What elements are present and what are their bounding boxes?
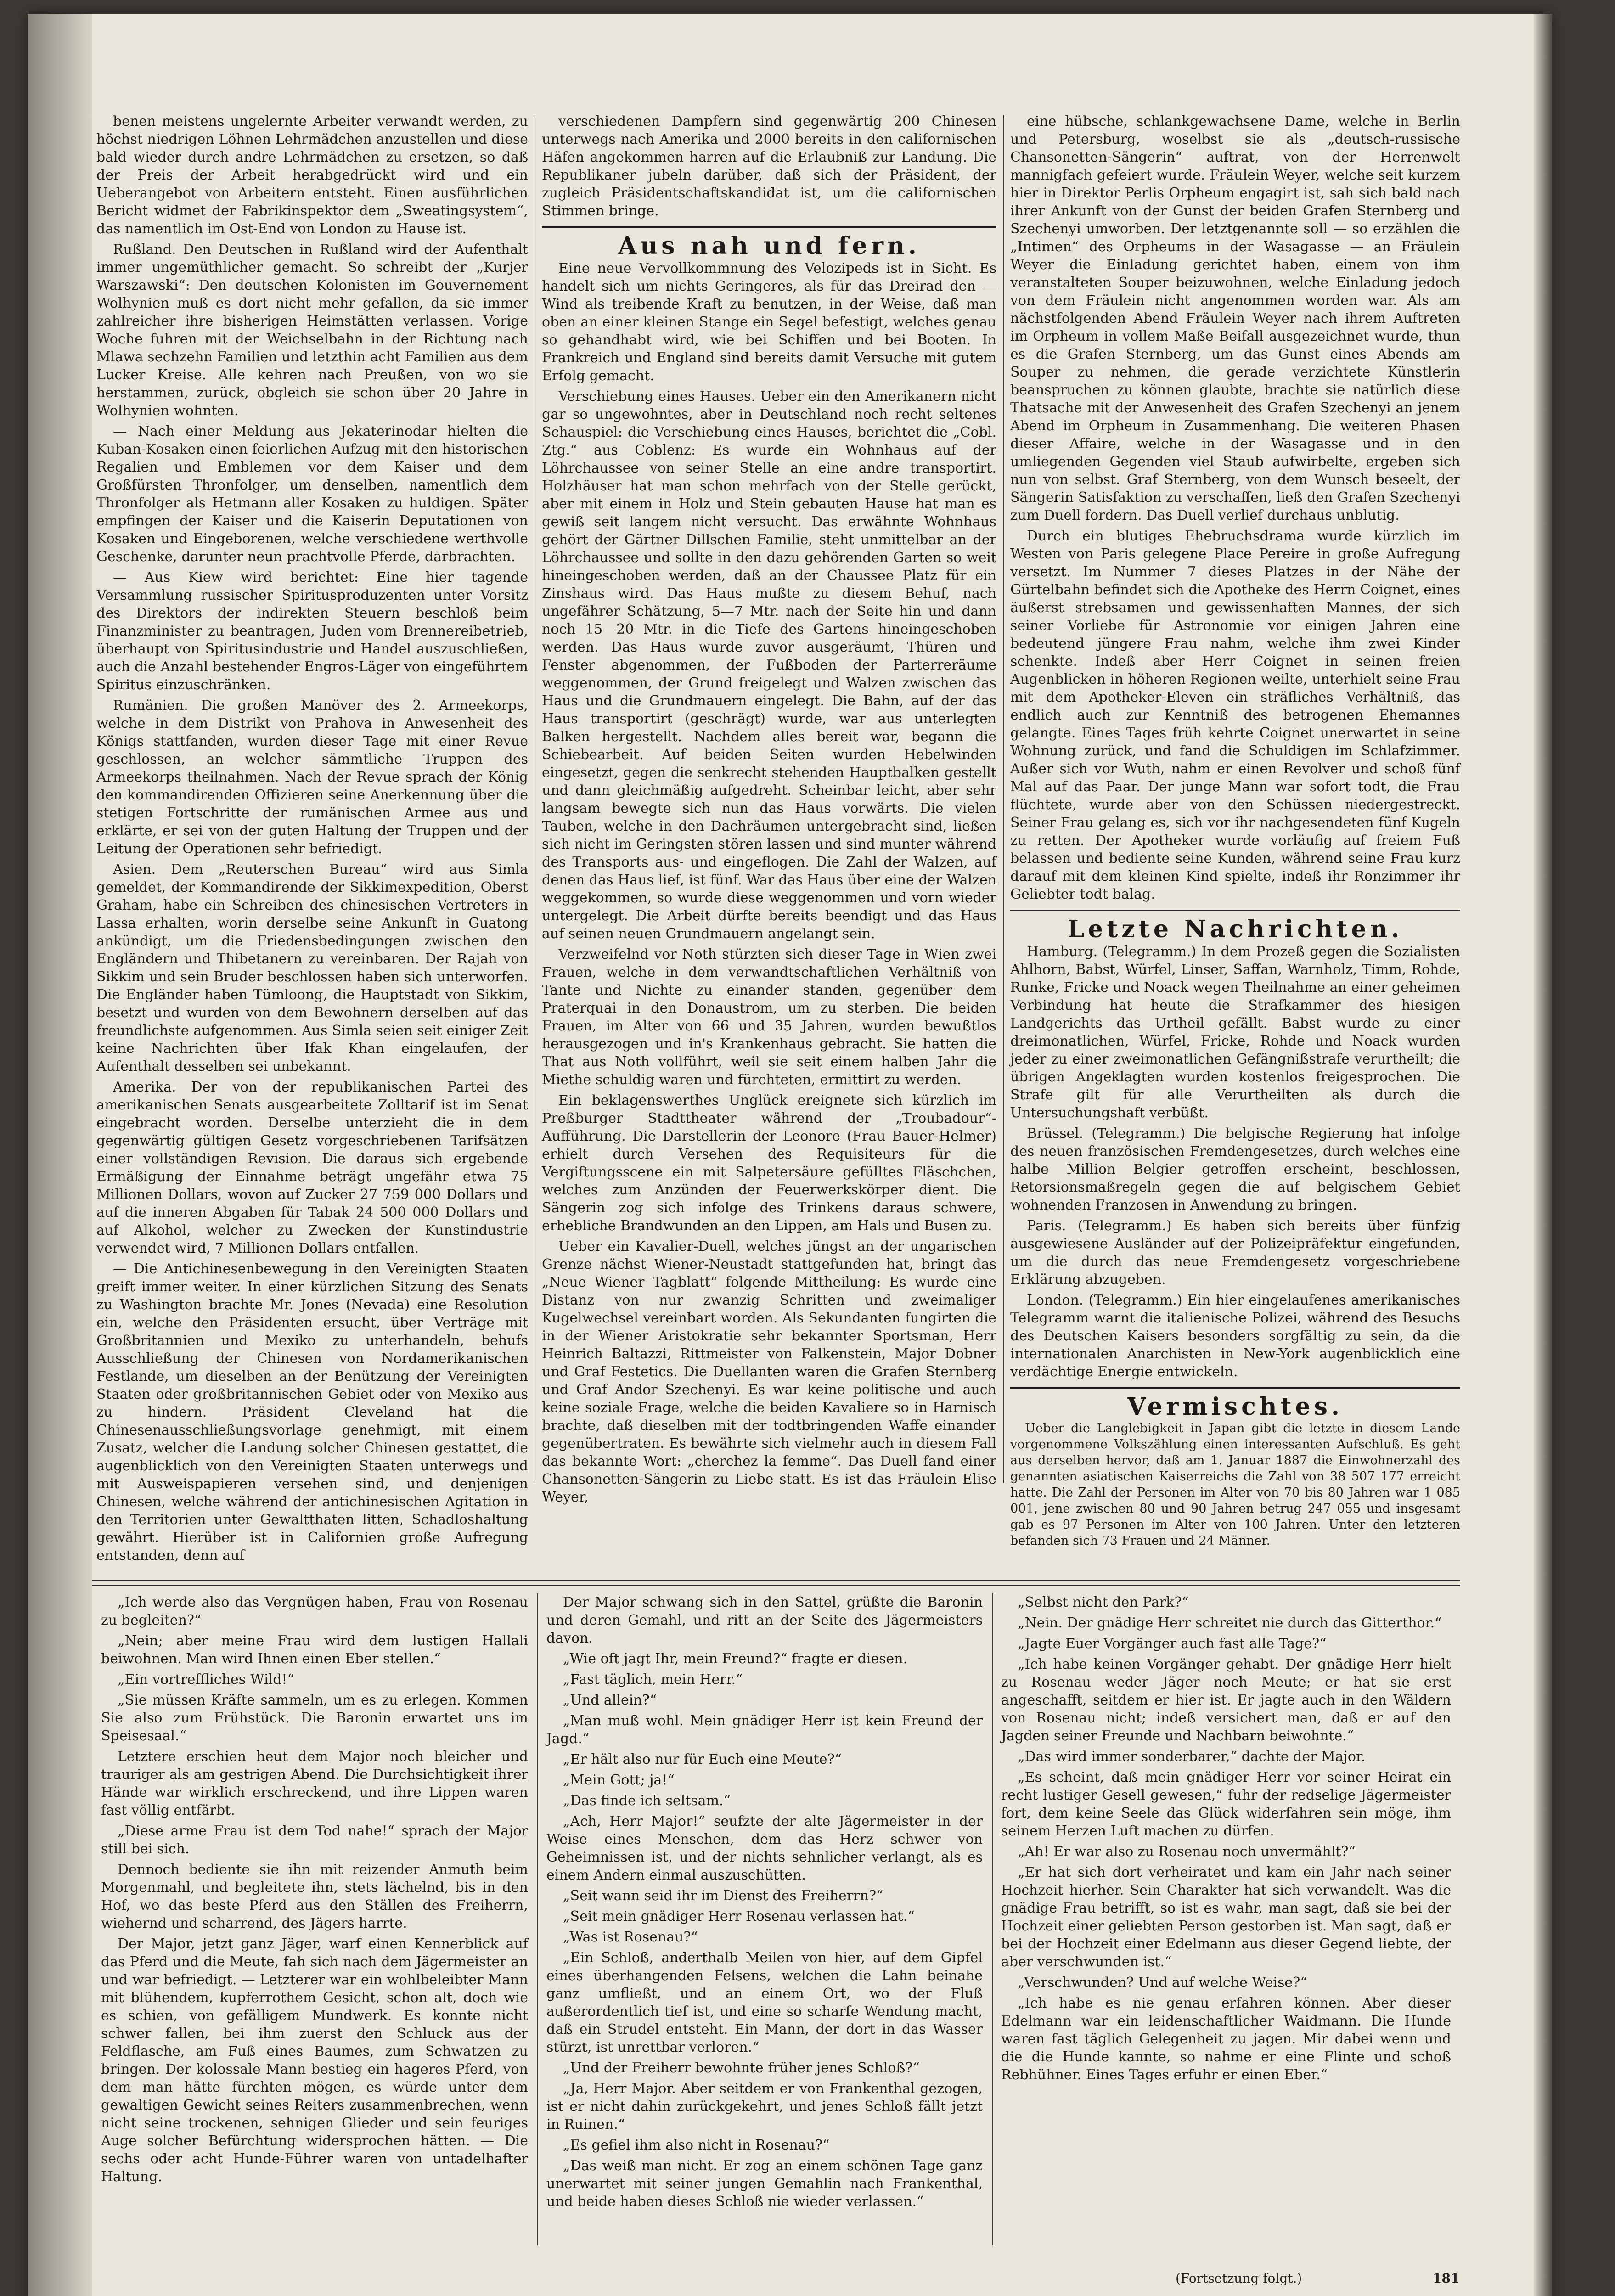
story-paragraph: „Man muß wohl. Mein gnädiger Herr ist kein Freund der Jagd.“ xyxy=(546,1713,983,1747)
column-divider xyxy=(1003,115,1004,1483)
story-paragraph: Dennoch bediente sie ihn mit reizender Anmuth beim Morgenmahl, und begleitete ihn, stets lächelnd, bis in den Hof, wo das beste Pferd aus den Ställen des Freiherrn, wiehernd und scharrend, des Jägers harrte. xyxy=(101,1862,528,1931)
story-paragraph: „Und der Freiherr bewohnte früher jenes Schloß?“ xyxy=(563,2060,920,2076)
article-paragraph: Ueber die Langlebigkeit in Japan gibt die letzte in diesem Lande vorgenommene Volkszählung einen interessanten Aufschluß. Es geht aus derselben hervor, daß am 1. Januar 1887 die Einwohnerzahl des genannten asiatischen Kaiserreichs die Zahl von 38 507 177 erreicht hatte. Die Zahl der Personen im Alter von 70 bis 80 Jahren war 1 085 001, jene zwischen 80 und 90 Jahren betrug 247 055 und insgesamt gab es 97 Personen im Alter von 100 Jahren. Unter den letzteren befanden sich 73 Frauen und 24 Männer. xyxy=(1010,1421,1460,1548)
article-paragraph: Eine neue Vervollkommnung des Velozipeds ist in Sicht. Es handelt sich um nichts Geringeres, als für das Dreirad den — Wind als treibende Kraft zu benutzen, in der Weise, daß man oben an einer kleinen Stange ein Segel befestigt, welches genau so gehandhabt wird, wie bei Schiffen und bei Booten. In Frankreich und England sind bereits damit Versuche mit gutem Erfolg gemacht. xyxy=(542,260,996,384)
article-paragraph: Verschiebung eines Hauses. Ueber ein den Amerikanern nicht gar so ungewohntes, aber in Deutschland noch recht seltenes Schauspiel: die Verschiebung eines Hauses, berichtet die „Cobl. Ztg.“ aus Coblenz: Es wurde ein Wohnhaus auf der Löhrchaussee von seiner Stelle an eine andre transportirt. Holzhäuser hat man schon mehrfach von der Stelle gerückt, aber mit einem in Holz und Stein gebauten Hause hat man es gewiß seit langem nicht versucht. Das erwähnte Wohnhaus gehört der Gärtner Dillschen Familie, steht unmittelbar an der Löhrchaussee und sollte in den dazu gehörenden Garten so weit hineingeschoben werden, daß an der Chaussee Platz für ein Zinshaus wird. Das Haus mußte zu diesem Behuf, nach ungefährer Schätzung, 5—7 Mtr. nach der Seite hin und dann noch 15—20 Mtr. in die Tiefe des Gartens hineingeschoben werden. Das Haus wurde zuvor ausgeräumt, Thüren und Fenster abgenommen, der Fußboden der Parterreräume weggenommen, der Grund freigelegt und Walzen zwischen das Haus und die Grundmauern eingelegt. Die Bahn, auf der das Haus transportirt (geschrägt) wurde, war aus unterlegten Balken hergestellt. Nachdem alles bereit war, begann die Schiebearbeit. Auf beiden Seiten wurden Hebelwinden eingesetzt, gegen die senkrecht stehenden Hauptbalken gestellt und dann gleichmäßig aufgedreht. Scheinbar leicht, aber sehr langsam bewegte sich nun das Haus vorwärts. Die vielen Tauben, welche in den Dachräumen untergebracht sind, ließen sich nicht im Geringsten stören lassen und sind munter während des Transports aus- und eingeflogen. Die Zahl der Walzen, auf denen das Haus lief, ist fünf. War das Haus über eine der Walzen weggekommen, so wurde diese weggenommen und vorn wieder untergelegt. Die Arbeit dürfte bereits beendigt und das Haus auf seinen neuen Grundmauern angelangt sein. xyxy=(542,388,996,942)
story-paragraph: „Ich werde also das Vergnügen haben, Frau von Rosenau zu begleiten?“ xyxy=(101,1594,528,1628)
article-paragraph: Ueber ein Kavalier-Duell, welches jüngst an der ungarischen Grenze nächst Wiener-Neustadt stattgefunden hat, bringt das „Neue Wiener Tagblatt“ folgende Mittheilung: Es wurde eine Distanz von nur zwanzig Schritten und zweimaliger Kugelwechsel vereinbart worden. Als Sekundanten fungirten die in der Wiener Aristokratie sehr bekannter Sportsman, Herr Heinrich Baltazzi, Rittmeister von Falkenstein, Major Dobner und Graf Festetics. Die Duellanten waren die Grafen Sternberg und Graf Andor Szechenyi. Es war keine politische und auch keine soziale Frage, welche die beiden Kavaliere so in Harnisch brachte, daß dieselben mit der todtbringenden Waffe einander gegenübertraten. Es bewährte sich vielmehr auch in diesem Fall das bekannte Wort: „cherchez la femme“. Das Duell fand einer Chansonetten-Sängerin zu Liebe statt. Es ist das Fräulein Elise Weyer, xyxy=(542,1238,996,1505)
story-paragraph: „Das wird immer sonderbarer,“ dachte der Major. xyxy=(1018,1749,1366,1765)
news-item: London. (Telegramm.) Ein hier eingelaufenes amerikanisches Telegramm warnt die italienische Polizei, während des Besuchs des Deutschen Kaisers besonders sorgfältig zu sein, da die internationalen Anarchisten in New-York augenblicklich eine verdächtige Energie entwickeln. xyxy=(1010,1292,1460,1380)
story-paragraph: „Verschwunden? Und auf welche Weise?“ xyxy=(1018,1975,1307,1991)
section-rule xyxy=(1010,910,1460,911)
page-edge-shadow xyxy=(1534,14,1552,2296)
story-paragraph: „Ein vortreffliches Wild!“ xyxy=(118,1671,294,1688)
story-paragraph: „Mein Gott; ja!“ xyxy=(563,1772,675,1788)
story-paragraph: „Das finde ich seltsam.“ xyxy=(563,1793,731,1809)
section-rule xyxy=(1010,1387,1460,1389)
section-heading-vermischtes: Vermischtes. xyxy=(1127,1393,1344,1421)
story-paragraph: „Diese arme Frau ist dem Tod nahe!“ sprach der Major still bei sich. xyxy=(101,1823,528,1857)
story-paragraph: „Selbst nicht den Park?“ xyxy=(1018,1594,1189,1610)
story-paragraph: Der Major, jetzt ganz Jäger, warf einen Kennerblick auf das Pferd und die Meute, fah sich nach dem Jägermeister an und war befriedigt. — Letzterer war ein wohlbeleibter Mann mit blühendem, kupferrothem Gesicht, schon alt, doch wie es schien, von gefälligem Mundwerk. Es konnte nicht schwer fallen, bei ihm zuerst den Schluck aus der Feldflasche, am Fuß eines Baumes, zum Schwatzen zu bringen. Der kolossale Mann bestieg ein hageres Pferd, von dem man hätte fürchten mögen, es würde unter dem gewaltigen Gewicht seines Reiters zusammenbrechen, wenn nicht seine trockenen, sehnigen Glieder und sein feuriges Auge solcher Befürchtung widersprochen hätten. — Die sechs oder acht Hunde-Führer waren von untadelhafter Haltung. xyxy=(101,1936,528,2185)
story-paragraph: „Fast täglich, mein Herr.“ xyxy=(563,1671,743,1688)
story-paragraph: „Er hält also nur für Euch eine Meute?“ xyxy=(563,1751,842,1767)
story-paragraph: „Es scheint, daß mein gnädiger Herr vor seiner Heirat ein recht lustiger Gesell gewesen,“ fuhr der redselige Jägermeister fort, dem keine Seele das Glück widerfahren sein möge, ihm seinem Herzen Luft machen zu dürfen. xyxy=(1001,1769,1451,1839)
article-paragraph: Verzweifelnd vor Noth stürzten sich dieser Tage in Wien zwei Frauen, welche in dem verwandtschaftlichen Verhältniß von Tante und Nichte zu einander standen, gegenüber dem Praterquai in den Donaustrom, um zu sterben. Die beiden Frauen, im Alter von 66 und 35 Jahren, wurden bewußtlos herausgezogen und in's Krankenhaus gebracht. Sie hatten die That aus Noth vollführt, weil sie seit einem halben Jahr die Miethe schuldig waren und fürchteten, ermittirt zu werden. xyxy=(542,946,996,1088)
story-paragraph: „Seit mein gnädiger Herr Rosenau verlassen hat.“ xyxy=(563,1908,915,1925)
story-paragraph: „Und allein?“ xyxy=(563,1692,657,1708)
story-paragraph: „Ach, Herr Major!“ seufzte der alte Jägermeister in der Weise eines Menschen, dem das Herz schwer von Geheimnissen ist, und der nichts sehnlicher verlangt, als es einem Andern einmal auszuschütten. xyxy=(546,1813,983,1883)
story-paragraph: „Er hat sich dort verheiratet und kam ein Jahr nach seiner Hochzeit hierher. Sein Charakter hat sich verwandelt. Was die gnädige Frau betrifft, so ist es wahr, man sagt, daß sie bei der Hochzeit einer geliebten Person gestorben ist. Man sagt, daß er bei der Hochzeit einer Edelmann aus dieser Gegend liebte, der aber verschwunden ist.“ xyxy=(1001,1864,1451,1970)
article-paragraph: Rumänien. Die großen Manöver des 2. Armeekorps, welche in dem Distrikt von Prahova in Anwesenheit des Königs stattfanden, wurden dieser Tage mit einer Revue geschlossen, an welcher sämmtliche Truppen des Armeekorps theilnahmen. Nach der Revue sprach der König den kommandirenden Offizieren seine Anerkennung über die stetigen Fortschritte der rumänischen Armee aus und erklärte, er sei von der guten Haltung der Truppen und der Leitung der Operationen sehr befriedigt. xyxy=(96,698,528,857)
story-paragraph: „Das weiß man nicht. Er zog an einem schönen Tage ganz unerwartet mit seiner jungen Gemahlin nach Frankenthal, und beide haben dieses Schloß nie wieder verlassen.“ xyxy=(546,2158,983,2210)
story-paragraph: „Jagte Euer Vorgänger auch fast alle Tage?“ xyxy=(1018,1636,1327,1652)
article-paragraph: Amerika. Der von der republikanischen Partei des amerikanischen Senats ausgearbeitete Zolltarif ist im Senat eingebracht worden. Derselbe unterzieht die in dem gegenwärtig gültigen Gesetz vorgeschriebenen Tarifsätzen einer vollständigen Revision. Die daraus sich ergebende Ermäßigung der Einnahme beträgt ungefähr etwa 75 Millionen Dollars, wovon auf Zucker 27 759 000 Dollars und auf die inneren Abgaben für Tabak 24 500 000 Dollars und auf Alkohol, welcher zu Zwecken der Kunstindustrie verwendet wird, 7 Millionen Dollars entfallen. xyxy=(96,1079,528,1256)
article-paragraph: — Nach einer Meldung aus Jekaterinodar hielten die Kuban-Kosaken einen feierlichen Aufzug mit den historischen Regalien und Emblemen vor dem Kaiser und dem Großfürsten Thronfolger, um denselben, namentlich dem Thronfolger als Hetmann aller Kosaken zu huldigen. Später empfingen der Kaiser und die Kaiserin Deputationen von Kosaken und Eingeborenen, welche verschiedene werthvolle Geschenke, darunter neun prachtvolle Pferde, darbrachten. xyxy=(96,423,528,565)
article-paragraph: benen meistens ungelernte Arbeiter verwandt werden, zu höchst niedrigen Löhnen Lehrmädchen anzustellen und diese bald wieder durch andre Lehrmädchen zu ersetzen, so daß der Preis der Arbeit herabgedrückt wird und ein Ueberangebot von Arbeitern entsteht. Einen ausführlichen Bericht widmet der Fabrikinspektor dem „Sweatingsystem“, das namentlich im Ost-End von London zu Hause ist. xyxy=(96,113,528,237)
story-paragraph: „Ich habe keinen Vorgänger gehabt. Der gnädige Herr hielt zu Rosenau weder Jäger noch Meute; er hat sie erst angeschafft, seitdem er hier ist. Er jagte auch in den Wäldern von Rosenau nicht; indeß versichert man, daß er auf den Jagden seiner Freunde und Nachbarn beiwohnte.“ xyxy=(1001,1656,1451,1744)
news-item: Hamburg. (Telegramm.) In dem Prozeß gegen die Sozialisten Ahlhorn, Babst, Würfel, Linser, Saffan, Warnholz, Timm, Rohde, Runke, Fricke und Noack wegen Theilnahme an einer geheimen Verbindung hat heute die Strafkammer des hiesigen Landgerichts das Urtheil gefällt. Babst wurde zu einer dreimonatlichen, Würfel, Fricke, Rohde und Noack wurden jeder zu einer zweimonatlichen Gefängnißstrafe verurtheilt; die übrigen Angeklagten wurden kostenlos freigesprochen. Die Strafe gilt für alle Verurtheilten als durch die Untersuchungshaft verbüßt. xyxy=(1010,944,1460,1121)
upper-column-1 xyxy=(96,113,528,1564)
story-paragraph: „Seit wann seid ihr im Dienst des Freiherrn?“ xyxy=(563,1888,883,1904)
article-paragraph: — Die Antichinesenbewegung in den Vereinigten Staaten greift immer weiter. In einer kürzlichen Sitzung des Senats zu Washington brachte Mr. Jones (Nevada) eine Resolution ein, welche den Präsidenten ersucht, über Verträge mit Großbritannien und Mexiko zu unterhandeln, behufs Ausschließung der Chinesen von Nordamerikanischen Festlande, um dieselben an der Benützung der Vereinigten Staaten oder großbritannischen Gebiet oder von Mexiko aus zu hindern. Präsident Cleveland hat die Chinesenausschließungsvorlage genehmigt, mit einem Zusatz, welcher die Landung solcher Chinesen gestattet, die augenblicklich von den Vereinigten Staaten unterwegs und mit Ausweispapieren versehen sind, und denjenigen Chinesen, welche während der antichinesischen Agitation in den Territorien unter Gewaltthaten litten, Schadloshaltung gewährt. Hierüber ist in Californien große Aufregung entstanden, denn auf xyxy=(96,1261,528,1564)
story-paragraph: „Ich habe es nie genau erfahren können. Aber dieser Edelmann war ein leidenschaftlicher Waidmann. Die Hunde waren fast täglich Gelegenheit zu jagen. Mir dabei wenn und die die Hunde kannte, so nahme er eine Flinte und schoß Rebhühner. Eines Tages erfuhr er einen Eber.“ xyxy=(1001,1995,1451,2083)
article-paragraph: eine hübsche, schlankgewachsene Dame, welche in Berlin und Petersburg, woselbst sie als „deutsch-russische Chansonetten-Sängerin“ auftrat, von der Herrenwelt mannigfach gefeiert wurde. Fräulein Weyer, welche seit kurzem hier in Direktor Perlis Orpheum engagirt ist, sah sich bald nach ihrer Ankunft von der Gunst der beiden Grafen Sternberg und Szechenyi umworben. Der letztgenannte soll — so erzählen die „Intimen“ des Orpheums in der Wasagasse — an Fräulein Weyer die Einladung gerichtet haben, einem von ihm veranstalteten Souper beizuwohnen, welche Einladung jedoch von dem Fräulein nicht angenommen worden war. Als am nächstfolgenden Abend Fräulein Weyer nach ihrem Auftreten im Orpheum in vollem Maße Beifall ausgezeichnet wurde, thun es die Grafen Sternberg, um das Gunst eines Abends am Souper zu nehmen, die gerade verzichtete Künstlerin beanspruchen zu können glaubte, brachte sie natürlich diese Thatsache mit der Anwesenheit des Grafen Szechenyi an jenem Abend im Orpheum in Zusammenhang. Die weiteren Phasen dieser Affaire, welche in der Wasagasse und in den umliegenden Gegenden viel Staub aufwirbelte, ergeben sich nun von selbst. Graf Sternberg, von dem Wunsch beseelt, der Sängerin Satisfaktion zu verschaffen, ließ den Grafen Szechenyi zum Duell fordern. Das Duell verlief durchaus unblutig. xyxy=(1010,113,1460,523)
story-paragraph: „Ja, Herr Major. Aber seitdem er von Frankenthal gezogen, ist er nicht dahin zurückgekehrt, und jenes Schloß fällt jetzt in Ruinen.“ xyxy=(546,2081,983,2133)
article-paragraph: — Aus Kiew wird berichtet: Eine hier tagende Versammlung russischer Spiritusproduzenten unter Vorsitz des Direktors der indirekten Steuern beschloß beim Finanzminister zu beantragen, Juden vom Brennereibetrieb, überhaupt von Spiritusindustrie und Handel auszuschließen, auch die Anzahl bestehender Engros-Läger von eingeführtem Spiritus einzuschränken. xyxy=(96,569,528,693)
column-divider xyxy=(992,1593,993,2245)
section-heading-letzte-nachrichten: Letzte Nachrichten. xyxy=(1067,915,1403,943)
story-paragraph: „Es gefiel ihm also nicht in Rosenau?“ xyxy=(563,2137,830,2153)
story-paragraph: „Was ist Rosenau?“ xyxy=(563,1929,698,1945)
continuation-note: (Fortsetzung folgt.) xyxy=(1176,2271,1302,2286)
story-paragraph: „Wie oft jagt Ihr, mein Freund?“ fragte er diesen. xyxy=(563,1651,908,1667)
news-item: Paris. (Telegramm.) Es haben sich bereits über fünfzig ausgewiesene Ausländer auf der Polizeipräfektur eingefunden, um die durch das neue Fremdengesetz vorgeschriebene Erklärung abzugeben. xyxy=(1010,1218,1460,1288)
story-paragraph: Letztere erschien heut dem Major noch bleicher und trauriger als am gestrigen Abend. Die Durchsichtigkeit ihrer Hände war wirklich erschreckend, und ihre Lippen waren fast völlig entfärbt. xyxy=(101,1749,528,1818)
story-paragraph: „Ah! Er war also zu Rosenau noch unvermählt?“ xyxy=(1018,1844,1356,1860)
lower-column-3 xyxy=(1001,1593,1451,2268)
upper-column-3 xyxy=(1010,113,1460,1548)
upper-column-2 xyxy=(542,113,996,1505)
section-heading-aus-nah-und-fern: Aus nah und fern. xyxy=(618,232,920,260)
article-paragraph: Rußland. Den Deutschen in Rußland wird der Aufenthalt immer ungemüthlicher gemacht. So schreibt der „Kurjer Warszawski“: Den deutschen Kolonisten im Gouvernement Wolhynien muß es dort nicht mehr gefallen, da sie immer zahlreicher ihre bisherigen Heimstätten verlassen. Vorige Woche fuhren mit der Weichselbahn in der Richtung nach Mlawa sechzehn Familien und letzthin acht Familien aus dem Lucker Kreise. Alle kehren nach Preußen, von wo sie herstammen, zurück, obgleich sie schon über 20 Jahre in Wolhynien wohnten. xyxy=(96,242,528,419)
news-item: Brüssel. (Telegramm.) Die belgische Regierung hat infolge des neuen französischen Fremdengesetzes, durch welches eine halbe Million Belgier getroffen erscheint, beschlossen, Retorsionsmaßregeln gegen die auf belgischem Gebiet wohnenden Franzosen in Anwendung zu bringen. xyxy=(1010,1125,1460,1213)
story-paragraph: „Nein. Der gnädige Herr schreitet nie durch das Gitterthor.“ xyxy=(1018,1615,1442,1631)
article-paragraph: verschiedenen Dampfern sind gegenwärtig 200 Chinesen unterwegs nach Amerika und 2000 bereits in den californischen Häfen angekommen harren auf die Erlaubniß zur Landung. Die Republikaner jubeln darüber, daß sich der Präsident, der zugleich Präsidentschaftskandidat ist, um die californischen Stimmen bringe. xyxy=(542,113,996,219)
lower-column-1 xyxy=(101,1593,528,2268)
lower-column-2 xyxy=(546,1593,983,2268)
article-paragraph: Asien. Dem „Reuterschen Bureau“ wird aus Simla gemeldet, der Kommandirende der Sikkimexpedition, Oberst Graham, habe ein Schreiben des chinesischen Vertreters in Lassa erhalten, worin derselbe seine Ankunft in Guatong ankündigt, um die Friedensbedingungen zwischen den Engländern und Thibetanern zu vereinbaren. Der Rajah von Sikkim und sein Bruder beschlossen haben sich unterworfen. Die Engländer haben Tümloong, die Hauptstadt von Sikkim, besetzt und wurden von dem Bewohnern derselben auf das freundlichste aufgenommen. Aus Simla seien seit einiger Zeit keine Nachrichten über Ifak Khan eingelaufen, der Aufenthalt desselben sei unbekannt. xyxy=(96,861,528,1075)
story-paragraph: „Nein; aber meine Frau wird dem lustigen Hallali beiwohnen. Man wird Ihnen einen Eber stellen.“ xyxy=(101,1633,528,1667)
story-paragraph: „Sie müssen Kräfte sammeln, um es zu erlegen. Kommen Sie also zum Frühstück. Die Baronin erwartet uns im Speisesaal.“ xyxy=(101,1692,528,1744)
page-number: 181 xyxy=(1433,2271,1460,2286)
section-rule xyxy=(542,226,996,228)
binding-gutter xyxy=(28,14,92,2296)
article-paragraph: Durch ein blutiges Ehebruchsdrama wurde kürzlich im Westen von Paris gelegene Place Pereire in große Aufregung versetzt. Im Nummer 7 dieses Platzes in der Nähe der Gürtelbahn befindet sich die Apotheke des Herrn Coignet, eines äußerst strebsamen und gewissenhaften Mannes, der sich seiner Vorliebe für Astronomie vor einigen Jahren eine bedeutend jüngere Frau nahm, welche ihm zwei Kinder schenkte. Indeß aber Herr Coignet in seinen freien Augenblicken in höheren Regionen weilte, unterhielt seine Frau mit dem Apotheker-Eleven ein sträfliches Verhältniß, das endlich auch zur Kenntniß des betrogenen Ehemannes gelangte. Eines Tages früh kehrte Coignet unerwartet in seine Wohnung zurück, und fand die Schuldigen im Schlafzimmer. Außer sich vor Wuth, nahm er einen Revolver und schoß fünf Mal auf das Paar. Der junge Mann war sofort todt, die Frau flüchtete, wurde aber von den Schüssen niedergestreckt. Seiner Frau gelang es, sich vor ihr nachgesendeten fünf Kugeln zu retten. Der Apotheker wurde vorläufig auf freiem Fuß belassen und bediente seine Kunden, während seine Frau kurz darauf mit dem kleinen Kind spielte, indeß ihr Ronzimmer ihr Geliebter todt balag. xyxy=(1010,528,1460,902)
story-paragraph: „Ein Schloß, anderthalb Meilen von hier, auf dem Gipfel eines überhangenden Felsens, welchen die Lahn beinahe ganz umfließt, und an einem Ort, wo der Fluß außerordentlich tief ist, und eine so scharfe Wendung macht, daß ein Strudel entsteht. Ein Mann, der dort in das Wasser stürzt, ist unrettbar verloren.“ xyxy=(546,1950,983,2055)
story-paragraph: Der Major schwang sich in den Sattel, grüßte die Baronin und deren Gemahl, und ritt an der Seite des Jägermeisters davon. xyxy=(546,1594,983,1646)
article-paragraph: Ein beklagenswerthes Unglück ereignete sich kürzlich im Preßburger Stadttheater während der „Troubadour“-Aufführung. Die Darstellerin der Leonore (Frau Bauer-Helmer) erhielt durch Versehen des Requisiteurs für die Vergiftungsscene ein mit Salpetersäure gefülltes Fläschchen, welches zum Anzünden der Feuerwerkskörper dient. Die Sängerin zog sich infolge des Trinkens daraus schwere, erhebliche Brandwunden an den Lippen, am Hals und Busen zu. xyxy=(542,1092,996,1234)
column-divider xyxy=(537,1593,538,2245)
feuilleton-double-rule xyxy=(92,1580,1460,1586)
